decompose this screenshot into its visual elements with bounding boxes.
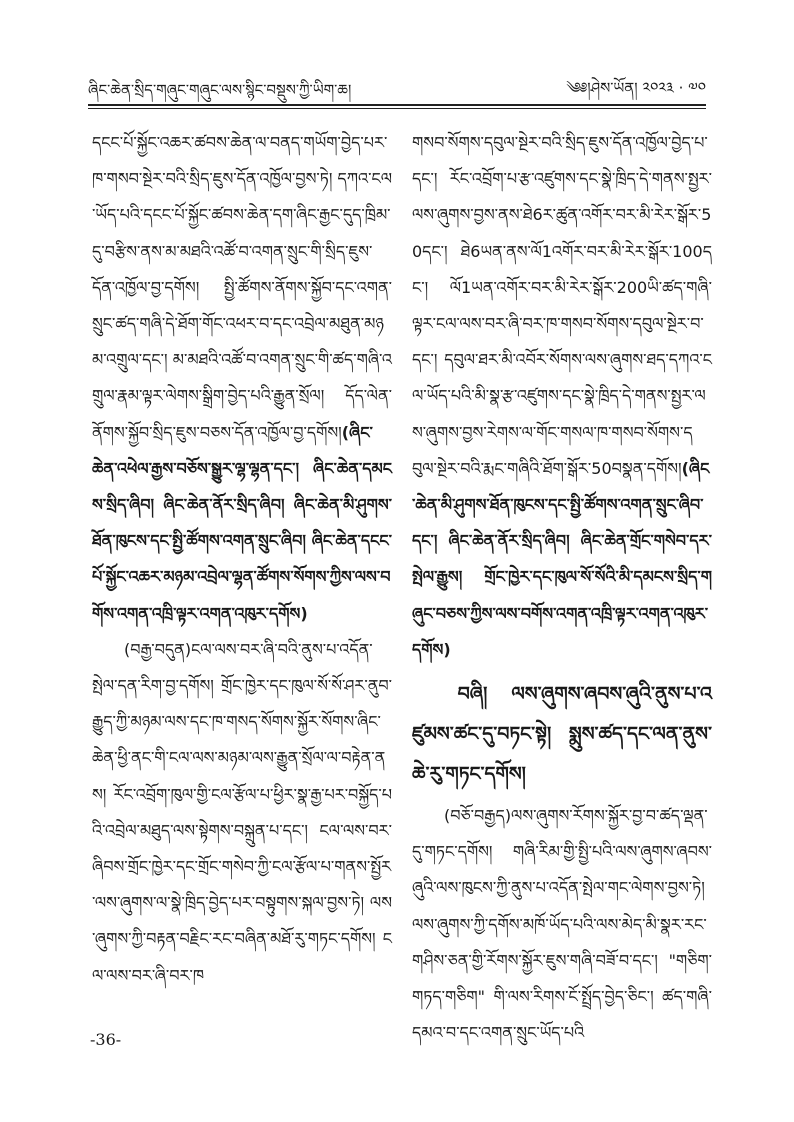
right-column [412,125,712,1045]
body-paragraph [92,125,392,632]
running-header [88,72,706,102]
journal-issue: ༄༅།ཤེས་ཡོན། ༢༠༢༣ · ༧༠ [566,79,706,97]
left-column [92,125,392,1025]
page-number: -36- [90,1030,122,1049]
header-rule-thin [88,108,706,109]
body-paragraph: (བཅོ་བརྒྱད)ལས་ཞུགས་རོགས་སྐྱོར་བྱ་བ་ཚད་ལྡན་དུ་གཏང་དགོས། གཞི་རིམ་གྱི་སྤྱི་པའི་ལས་ཞུགས་ཞབས་ཞུའི་ལས་ཁུངས་ཀྱི་ནུས་པ་འདོན་སྤེལ་གང་ལེགས་བྱས་ཏེ། ལས་ཞུགས་ཀྱི་དགོས་མཁོ་ཡོད་པའི་ལས་མེད་མི་སྣར་རང་གཤིས་ཅན་གྱི་རོགས་སྐྱོར་ཇུས་གཞི་བཟོ་བ་དང་། "གཅིག་གཏད་གཅིག" གི་ལས་རིགས་ངོ་སྤྲོད་བྱེད་ཅིང་། ཚད་གཞི་དམའ་བ་དང་འགན་སྲུང་ཡོད་པའི [412,806,712,1043]
paragraph-text: དངང་པོ་སྐྱོང་འཆར་ཚབས་ཆེན་ལ་བནད་གཡོག་བྱེད་པར་ཁ་གསབ་སྔེར་བའི་སྲིད་ཇུས་དོན་འཁྱོལ་བྱས་ཏེ། དཀའ་ངལ་ཡོད་པའི་དངང་པོ་སྐྱོང་ཚབས་ཆེན་དག་ཞིང་རྒྱང་དུད་ཁྲིམ་དུ་བརྩིས་ནས་མ་མཐའི་འཚོ་བ་འགན་སྲུང་གི་སྲིད་ཇུས་དོན་འཁྱོལ་བྱ་དགོས། སྤྱི་ཚོགས་ནོགས་སྐྱོབ་དང་འགན་སྲུང་ཚད་གཞི་དེ་ཐོག་གོང་འཕར་བ་དང་འབྲེལ་མཐུན་མཉམ་འགྲུལ་དང་། མ་མཐའི་འཚོ་བ་འགན་སྲུང་གི་ཚད་གཞི་འགྲུལ་རྣམ་ལྟར་ལེགས་སྒྲིག་བྱེད་པའི་རྒྱུན་སྲོལ། དོད་ལེན་ནོགས་སྐྱོབ་སྲིད་ཇུས་བཅས་དོན་འཁྱོལ་བྱ་དགོས། [92,133,392,442]
responsible-units-note: (ཞིང་ཆེན་འཕེལ་རྒྱས་བཅོས་སྒྱུར་ལྷ་ལྷན་དང་། ཞིང་ཆེན་དམངས་སྲིད་ཞིབ། ཞིང་ཆེན་ནོར་སྲིད་ཞིབ། ཞིང་ཆེན་མི་ཤུགས་ཐོན་ཁུངས་དང་སྤྱི་ཚོགས་འགན་སྲུང་ཞིབ། ཞིང་ཆེན་དངང་པོ་སྐྱོང་འཆར་མཉམ་འབྲེལ་ལྷན་ཚོགས་སོགས་ཀྱིས་ལས་བགོས་འགན་འཁྲི་ལྟར་འགན་འཁུར་དགོས) [92,422,392,623]
body-paragraph [412,125,712,668]
section-heading: བཞི། ལས་ཞུགས་ཞབས་ཞུའི་ནུས་པ་འཛུམས་ཚང་དུ་བཏང་སྟེ། སྨུས་ཚད་དང་ལན་ནུས་ཆེ་རུ་གཏང་དགོས། [412,683,712,786]
responsible-units-note: (ཞིང་ཆེན་མི་ཤུགས་ཐོན་ཁུངས་དང་སྤྱི་ཚོགས་འགན་སྲུང་ཞིབ་དང་། ཞིང་ཆེན་ནོར་སྲིད་ཞིབ། ཞིང་ཆེན་གྲོང་གསེབ་དར་སྤེལ་རྒྱུས། གྲོང་ཁྱེར་དང་ཁུལ་སོ་སོའི་མི་དམངས་སྲིད་གཞུང་བཅས་ཀྱིས་ལས་བགོས་འགན་འཁྲི་ལྟར་འགན་འཁུར་དགོས) [412,458,712,659]
header-rule-thick [88,104,706,106]
body-paragraph: (བརྒྱ་བདུན)ངལ་ལས་བར་ཞི་བའི་ནུས་པ་འདོན་སྤེལ་དན་རིག་བྱ་དགོས། གྲོང་ཁྱེར་དང་ཁུལ་སོ་སོ་ཤར་ནུབ་རྒྱུད་ཀྱི་མཉམ་ལས་དང་ཁ་གསད་སོགས་སྐྱོར་སོགས་ཞིང་ཆེན་ཕྱི་ནང་གི་ངལ་ལས་མཉམ་ལས་རྒྱུན་སྲོལ་ལ་བརྟེན་ནས། རོང་འབྲོག་ཁུལ་གྱི་ངལ་རྩོལ་པ་ཕྱིར་སྣ་རྒྱ་པར་བསྐྱོད་པའི་འབྲེལ་མཐུད་ལས་སྟེགས་བསྐྲུན་པ་དང་། ངལ་ལས་བར་ཞིབས་གྲོང་ཁྱེར་དང་གྲོང་གསེབ་ཀྱི་ངལ་རྩོལ་པ་གནས་སྤྱོར་ལས་ཞུགས་ལ་སྣེ་ཁྲིད་བྱེད་པར་བསྟུགས་སྐལ་བྱས་ཏེ། ལས་ཞུགས་ཀྱི་བརྟན་བརྗིང་རང་བཞིན་མཐོ་རུ་གཏང་དགོས། ངལ་ལས་བར་ཞི་བར་ཁ [92,639,392,985]
running-title: ཞིང་ཆེན་སྲིད་གཞུང་གཞུང་ལས་སྙིང་བསྡུས་ཀྱི་ཡིག་ཆ། [88,81,352,99]
paragraph-text: གསབ་སོགས་དབུལ་སྔེར་བའི་སྲིད་ཇུས་དོན་འཁྱོལ་བྱེད་པ་དང་། རོང་འབྲོག་པ་རྩ་འཛུགས་དང་སྣེ་ཁྲིད་དེ་གནས་སྤྱར་ལས་ཞུགས་བྱས་ནས་ཐེ6ར་ཚུན་འགོར་བར་མི་རེར་སྒོར་50དང་། ཐེ6ཡན་ནས་ལོ1འགོར་བར་མི་རེར་སྒོར་100དང་། ལོ1ཡན་འགོར་བར་མི་རེར་སྒོར་200ཡི་ཚད་གཞི་ལྟར་ངལ་ལས་བར་ཞི་བར་ཁ་གསབ་སོགས་དབུལ་སྔེར་བ་དང་། དབུལ་ཐར་མི་འབོར་སོགས་ལས་ཞུགས་ཐད་དཀའ་ངལ་ཡོད་པའི་མི་སྣ་རྩ་འཛུགས་དང་སྣེ་ཁྲིད་དེ་གནས་སྤྱར་ལས་ཞུགས་བྱས་རེགས་ལ་གོང་གསལ་ཁ་གསབ་སོགས་དབུལ་སྔེར་བའི་རྨང་གཞིའི་ཐོག་སྒོར་50བསྣན་དགོས། [412,133,712,478]
